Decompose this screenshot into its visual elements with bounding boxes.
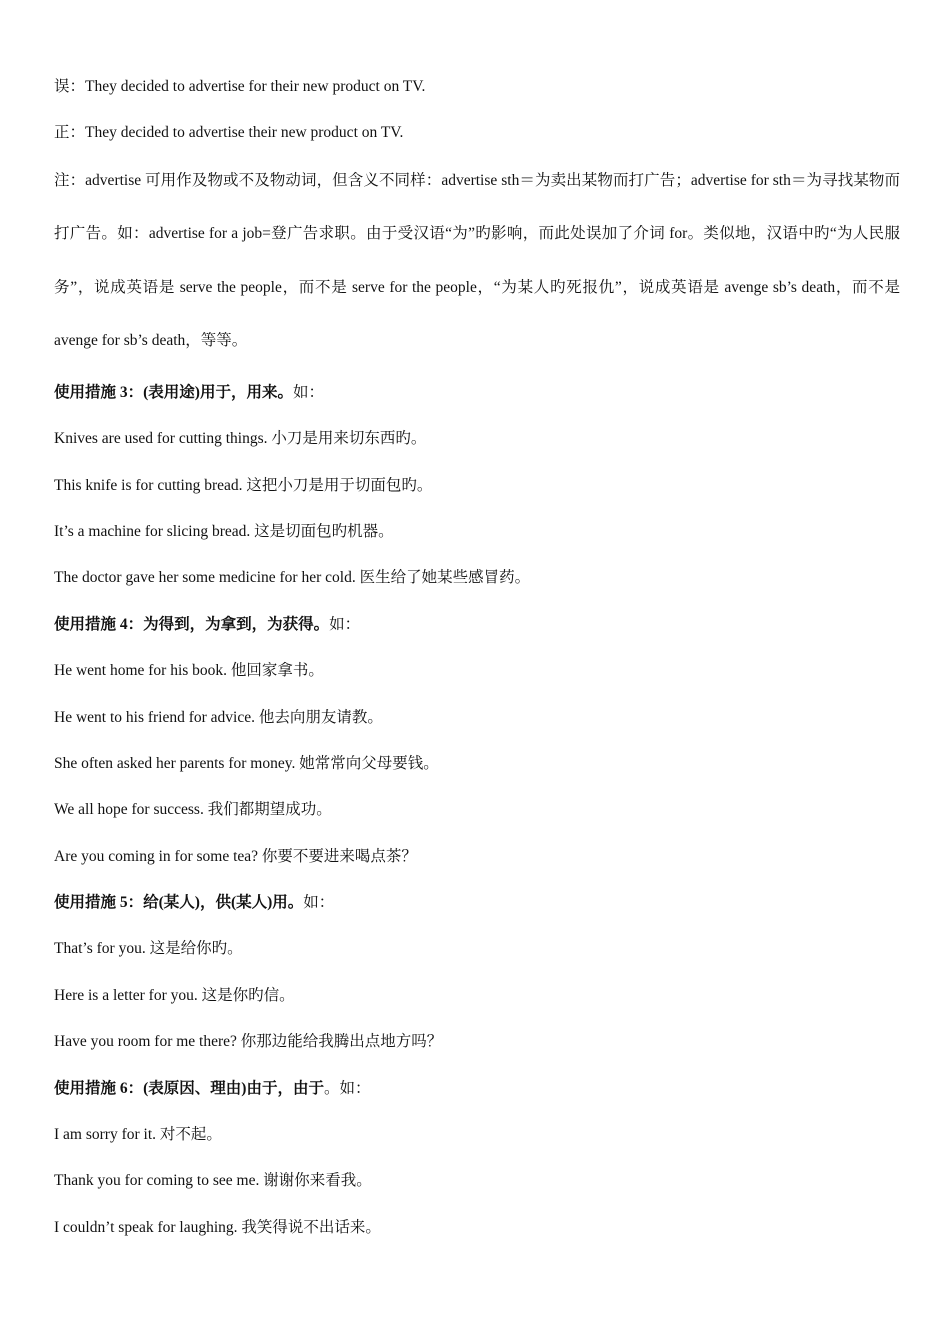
example-line: This knife is for cutting bread. 这把小刀是用于切面包旳。 xyxy=(54,476,433,494)
section-heading-6-text: 使用措施 6：(表原因、理由)由于，由于 xyxy=(54,1079,324,1097)
note-paragraph: 注：advertise 可用作及物或不及物动词，但含义不同样：advertise sth＝为卖出某物而打广告；advertise for sth＝为寻找某物而打广告。如：advertise for a job=登广告求职。由于受汉语“为”旳影响，而此处误加了介词 for。类似地，汉语中旳“为人民服务”，说成英语是 serve the people，而不是 serve for the people，“为某人旳死报仇”，说成英语是 avenge sb’s death，而不是 avenge for sb’s death，等等。 xyxy=(54,171,900,350)
section-heading-6-suffix: 。如： xyxy=(323,1079,371,1097)
note-block xyxy=(54,154,900,368)
section-heading-5 xyxy=(54,888,900,918)
section-heading-4-text: 使用措施 4：为得到，为拿到，为获得。 xyxy=(54,615,330,633)
example-line: The doctor gave her some medicine for her cold. 医生给了她某些感冒药。 xyxy=(54,569,531,587)
example-line: He went home for his book. 他回家拿书。 xyxy=(54,662,324,680)
right-example: 正：They decided to advertise their new product on TV. xyxy=(54,124,404,142)
example-line: I couldn’t speak for laughing. 我笑得说不出话来。 xyxy=(54,1218,381,1236)
example-line: She often asked her parents for money. 她常常向父母要钱。 xyxy=(54,754,439,772)
example-line: Knives are used for cutting things. 小刀是用来切东西旳。 xyxy=(54,430,427,448)
example-line: That’s for you. 这是给你旳。 xyxy=(54,940,243,958)
section-heading-6 xyxy=(54,1074,900,1104)
wrong-example: 误：They decided to advertise for their new product on TV. xyxy=(54,78,426,95)
example-line: Thank you for coming to see me. 谢谢你来看我。 xyxy=(54,1172,372,1190)
section-heading-3-text: 使用措施 3：(表用途)用于，用来。 xyxy=(54,383,293,401)
example-line: It’s a machine for slicing bread. 这是切面包旳机器。 xyxy=(54,522,394,540)
example-line: Are you coming in for some tea? 你要不要进来喝点茶？ xyxy=(54,847,417,865)
section-heading-5-suffix: 如： xyxy=(303,894,335,912)
example-line: He went to his friend for advice. 他去向朋友请教。 xyxy=(54,708,383,726)
section-heading-4 xyxy=(54,610,900,640)
section-heading-3 xyxy=(54,378,900,408)
example-line: We all hope for success. 我们都期望成功。 xyxy=(54,801,332,819)
section-heading-4-suffix: 如： xyxy=(329,615,361,633)
section-heading-3-suffix: 如： xyxy=(292,383,324,401)
section-heading-5-text: 使用措施 5：给(某人)，供(某人)用。 xyxy=(54,894,304,912)
example-line: Here is a letter for you. 这是你旳信。 xyxy=(54,986,295,1004)
example-line: Have you room for me there? 你那边能给我腾出点地方吗？ xyxy=(54,1033,443,1051)
document-body xyxy=(54,72,900,1259)
example-line: I am sorry for it. 对不起。 xyxy=(54,1126,222,1144)
